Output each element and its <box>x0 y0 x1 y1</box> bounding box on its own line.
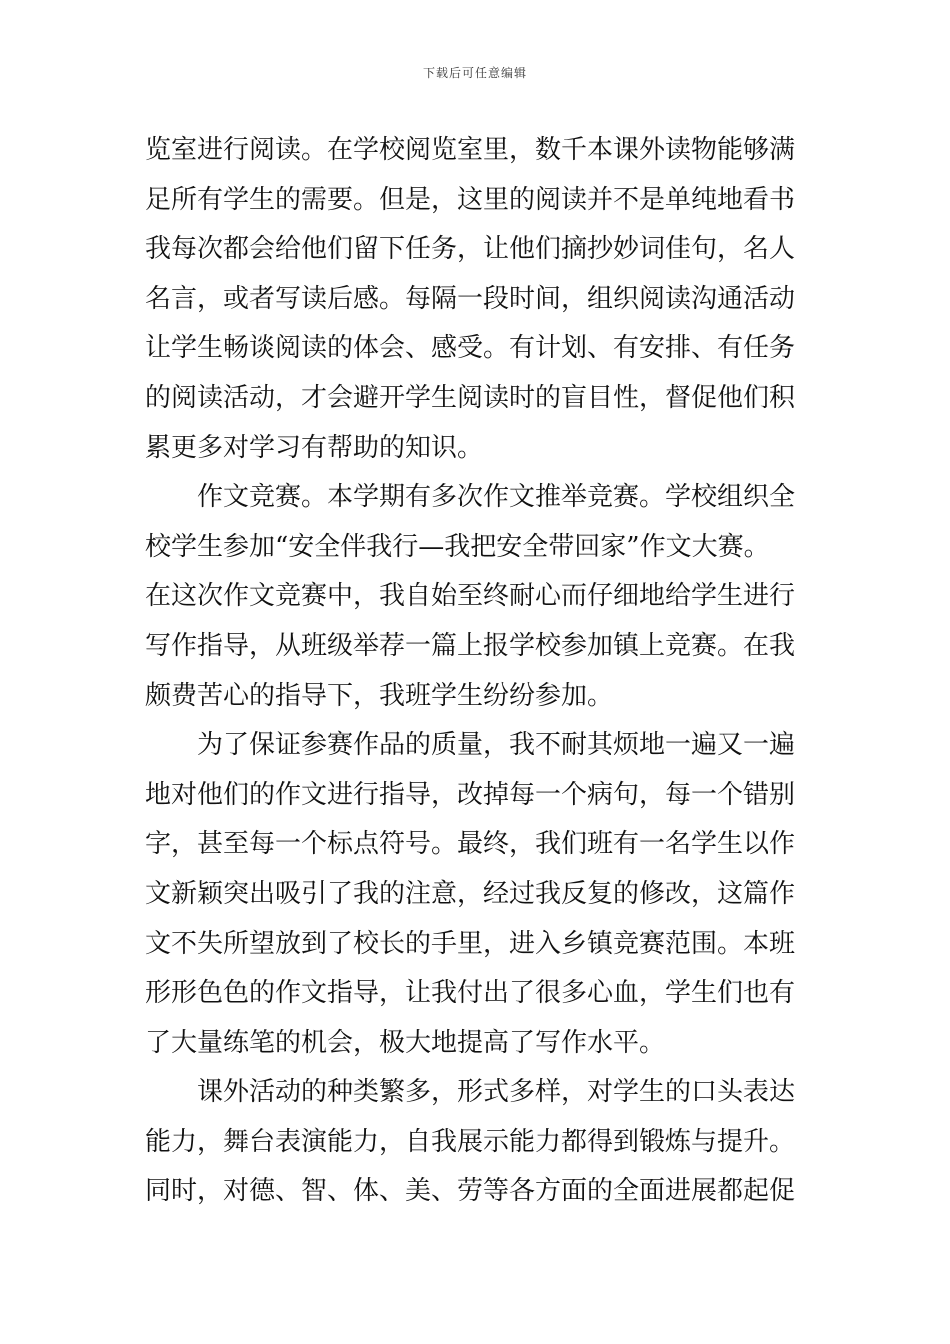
text-line: 形形色色的作文指导，让我付出了很多心血，学生们也有 <box>145 978 796 1009</box>
text-line: 校学生参加“安全伴我行—我把安全带回家”作文大赛。 <box>145 531 770 562</box>
text-line: 我每次都会给他们留下任务，让他们摘抄妙词佳句，名人 <box>145 234 796 265</box>
text-line: 同时，对德、智、体、美、劳等各方面的全面进展都起促 <box>145 1176 796 1207</box>
text-line: 足所有学生的需要。但是，这里的阅读并不是单纯地看书 <box>145 184 796 215</box>
paragraph-start-line: 课外活动的种类繁多，形式多样，对学生的口头表达 <box>197 1077 796 1108</box>
text-line: 让学生畅谈阅读的体会、感受。有计划、有安排、有任务 <box>145 333 796 364</box>
text-line: 览室进行阅读。在学校阅览室里，数千本课外读物能够满 <box>145 135 796 165</box>
text-line: 名言，或者写读后感。每隔一段时间，组织阅读沟通活动 <box>145 283 796 314</box>
text-line: 地对他们的作文进行指导，改掉每一个病句，每一个错别 <box>145 779 796 810</box>
text-line: 字，甚至每一个标点符号。最终，我们班有一名学生以作 <box>145 829 796 860</box>
text-line: 了大量练笔的机会，极大地提高了写作水平。 <box>145 1027 666 1058</box>
paragraph-start-line: 作文竞赛。本学期有多次作文推举竞赛。学校组织全 <box>197 482 796 513</box>
text-line: 在这次作文竞赛中，我自始至终耐心而仔细地给学生进行 <box>145 581 796 612</box>
text-line: 颇费苦心的指导下，我班学生纷纷参加。 <box>145 680 614 711</box>
document-body <box>145 126 810 1217</box>
paragraph-start-line: 为了保证参赛作品的质量，我不耐其烦地一遍又一遍 <box>197 730 796 761</box>
page-header: 下载后可任意编辑 <box>422 66 527 80</box>
text-line: 能力，舞台表演能力，自我展示能力都得到锻炼与提升。 <box>145 1126 796 1157</box>
text-line: 文新颖突出吸引了我的注意，经过我反复的修改，这篇作 <box>145 878 796 909</box>
text-line: 的阅读活动，才会避开学生阅读时的盲目性，督促他们积 <box>145 382 796 413</box>
text-line: 文不失所望放到了校长的手里，进入乡镇竞赛范围。本班 <box>145 928 796 959</box>
text-line: 写作指导，从班级举荐一篇上报学校参加镇上竞赛。在我 <box>145 630 796 661</box>
text-line: 累更多对学习有帮助的知识。 <box>145 432 484 463</box>
